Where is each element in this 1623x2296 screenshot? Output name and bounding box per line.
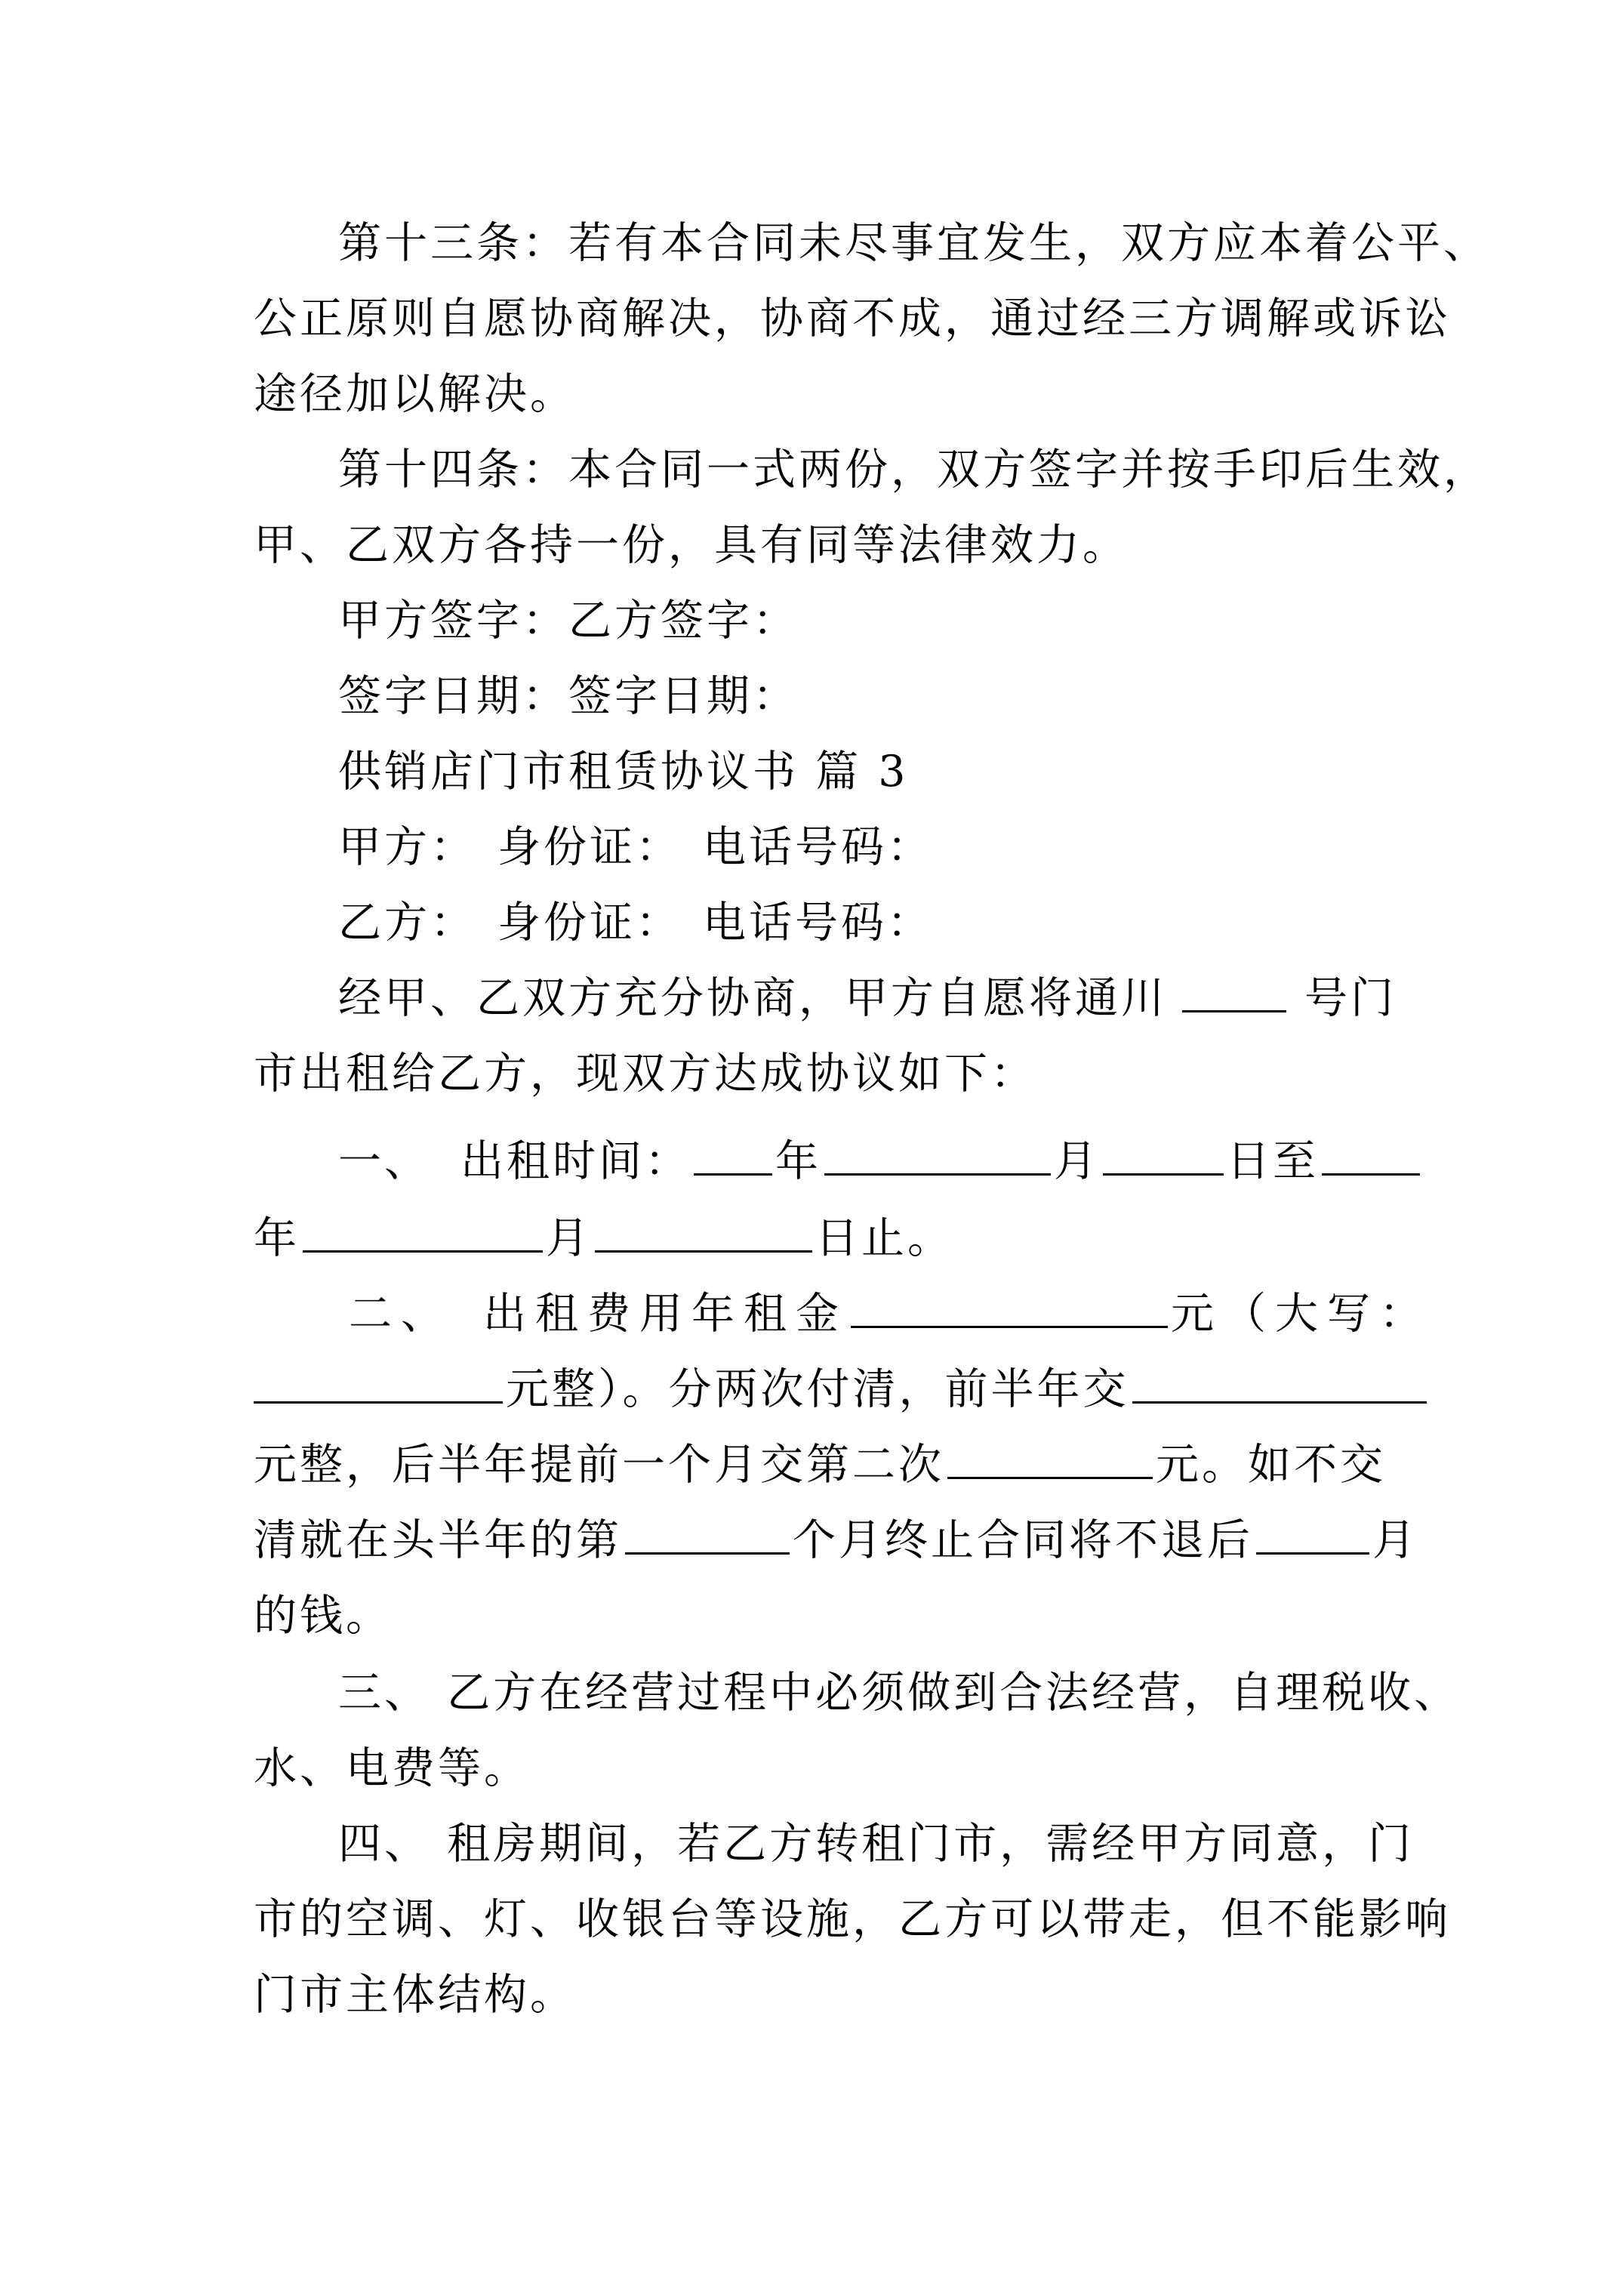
year-label: 年 [775,1136,821,1186]
month-label: 月 [1054,1136,1100,1186]
clause-2-number: 二、 [349,1289,453,1339]
clause-2-line-2 [254,1351,1386,1427]
intro-line-1 [338,960,1471,1036]
clause-4-line-2: 市的空调、灯、收银台等设施，乙方可以带走，但不能影响 [254,1894,1451,1944]
door-number-blank [1182,972,1286,1012]
clause-2-line4-c: 月 [1372,1515,1418,1565]
clause-2-line3-b: 元。如不交 [1156,1440,1386,1490]
start-month-blank [824,1136,1051,1176]
article-13-line-3: 途径加以解决。 [254,369,576,419]
article-14-line-1: 第十四条：本合同一式两份，双方签字并按手印后生效， [338,445,1489,495]
clause-2-line-3 [254,1427,1386,1502]
party-a-id-label: 身份证： [497,822,682,872]
clause-2-line-5: 的钱。 [254,1591,392,1641]
clause-3-line-1: 三、 乙方在经营过程中必须做到合法经营，自理税收、 [338,1668,1461,1718]
end-year-blank [1322,1136,1420,1176]
article-14-line-2: 甲、乙双方各持一份，具有同等法律效力。 [254,520,1129,570]
month-count-blank [625,1515,790,1555]
rent-daxie-blank [254,1364,503,1404]
day-to-label: 日至 [1227,1136,1319,1186]
second-payment-blank [947,1439,1153,1479]
end-month-blank [303,1213,543,1253]
party-a-line [338,809,1471,885]
clause-1-line-2 [254,1200,1386,1276]
clause-4-line-3: 门市主体结构。 [254,1970,576,2020]
clause-2-daxie: 元（大写： [1171,1289,1431,1339]
section-title: 供销店门市租赁协议书 篇 3 [338,747,909,797]
clause-1-line-1 [338,1123,1471,1199]
party-b-phone-label: 电话号码： [703,898,933,948]
intro-line-2: 市出租给乙方，现双方达成协议如下： [254,1049,1036,1099]
clause-2-zheng: 元整）。分两次付清，前半年交 [506,1364,1129,1414]
refund-month-blank [1256,1515,1369,1555]
clause-4-line-1: 四、 租房期间，若乙方转租门市，需经甲方同意，门 [338,1819,1415,1869]
party-a-label: 甲方： [338,822,476,872]
day-end-label: 日止。 [815,1213,953,1263]
intro-text-b: 号门 [1304,973,1397,1023]
clause-2-line4-a: 清就在头半年的第 [254,1515,622,1565]
annual-rent-blank [851,1288,1168,1328]
clause-2-label: 出租费用年租金 [483,1289,848,1339]
clause-2-line-1 [349,1276,1481,1351]
month-label-2: 月 [546,1213,592,1263]
party-a-phone-label: 电话号码： [703,822,933,872]
clause-2-line4-b: 个月终止合同将不退后 [793,1515,1253,1565]
party-b-line [338,885,1471,960]
start-day-blank [1103,1136,1224,1176]
clause-2-line-4 [254,1502,1418,1578]
year-label-2: 年 [254,1213,300,1263]
party-b-id-label: 身份证： [497,898,682,948]
end-day-blank [595,1213,812,1253]
signature-line: 甲方签字：乙方签字： [338,596,799,646]
first-half-blank [1132,1364,1427,1404]
article-13-line-2: 公正原则自愿协商解决，协商不成，通过经三方调解或诉讼 [254,294,1451,344]
clause-1-label: 出租时间： [460,1136,691,1186]
signature-date-line: 签字日期：签字日期： [338,671,799,721]
start-year-blank [694,1136,772,1176]
clause-3-line-2: 水、电费等。 [254,1743,530,1793]
party-b-label: 乙方： [338,898,476,948]
intro-text-a: 经甲、乙双方充分协商，甲方自愿将通川 [338,973,1167,1023]
clause-1-number: 一、 [338,1136,430,1186]
clause-2-line3-a: 元整，后半年提前一个月交第二次 [254,1440,944,1490]
article-13-line-1: 第十三条：若有本合同未尽事宜发生，双方应本着公平、 [338,218,1489,268]
